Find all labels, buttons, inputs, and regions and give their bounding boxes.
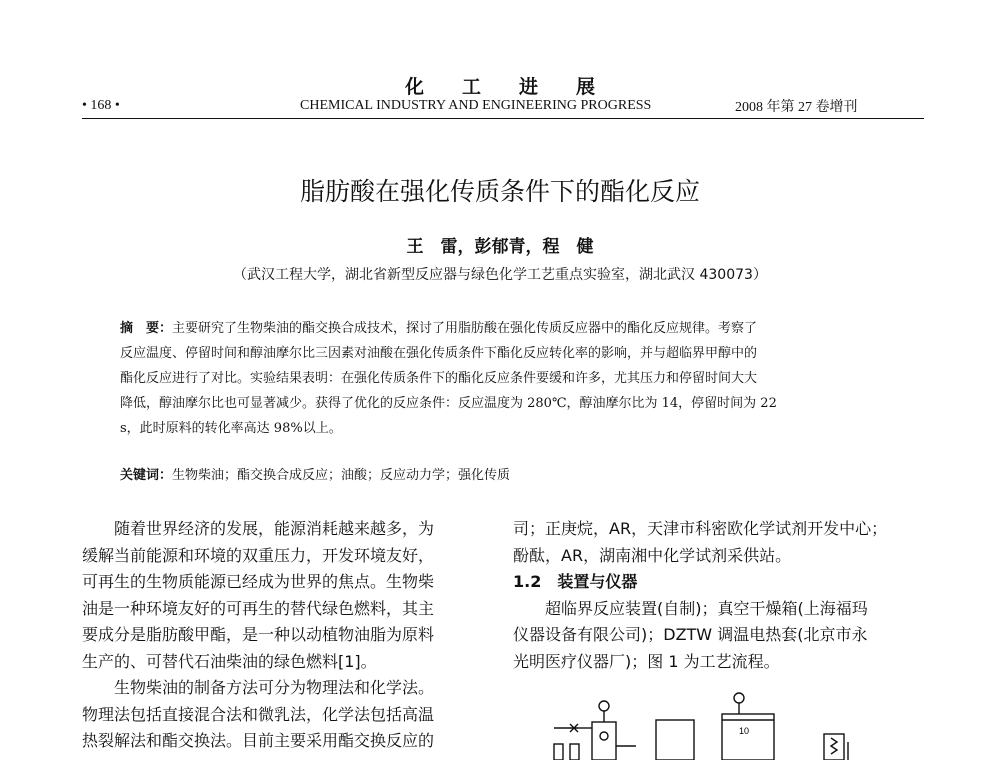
section-heading: 1.2 装置与仪器	[513, 572, 638, 591]
body-line: 可再生的生物质能源已经成为世界的焦点。生物柴	[82, 572, 435, 591]
pump-unit	[554, 744, 563, 760]
journal-title-cn: 化工进展	[404, 76, 633, 98]
process-flow-figure	[548, 690, 908, 760]
body-line: 随着世界经济的发展，能源消耗越来越多，为	[82, 519, 435, 538]
body-line: 要成分是脂肪酸甲酯，是一种以动植物油脂为原料	[82, 625, 435, 644]
header-rule	[82, 118, 924, 119]
journal-title-en: CHEMICAL INDUSTRY AND ENGINEERING PROGRESS	[300, 98, 652, 113]
body-line: 油是一种环境友好的可再生的替代绿色燃料，其主	[82, 598, 435, 618]
body-line: 生产的、可替代石油柴油的绿色燃料[1]。	[82, 651, 377, 671]
pressure-gauge-icon	[734, 693, 744, 703]
coil-icon	[831, 738, 837, 754]
body-column-left	[82, 516, 492, 755]
body-line: 缓解当前能源和环境的双重压力，开发环境友好，	[82, 545, 435, 565]
abstract-line	[120, 316, 880, 341]
abstract-line: 降低，醇油摩尔比也可显著减少。获得了优化的反应条件：反应温度为 280℃，醇油摩尔比为 14，停留时间为 22	[120, 396, 777, 411]
article-affiliation: （武汉工程大学，湖北省新型反应器与绿色化学工艺重点实验室，湖北武汉 430073）	[233, 267, 767, 283]
body-line: 酚酞，AR，湖南湘中化学试剂采供站。	[513, 545, 792, 565]
abstract-line: 酯化反应进行了对比。实验结果表明：在强化传质条件下的酯化反应条件要缓和许多，尤其压力和停留时间大大	[120, 371, 758, 386]
page-number: • 168 •	[82, 98, 120, 113]
keywords-label: 关键词：	[120, 468, 173, 483]
body-line: 热裂解法和酯交换法。目前主要采用酯交换反应的	[82, 731, 435, 750]
body-line: 仪器设备有限公司)；DZTW 调温电热套(北京市永	[513, 625, 868, 644]
body-line: 生物柴油的制备方法可分为物理法和化学法。	[82, 678, 435, 697]
abstract-line: s，此时原料的转化率高达 98%以上。	[120, 421, 342, 436]
keywords	[120, 464, 880, 483]
abstract-line: 反应温度、停留时间和醇油摩尔比三因素对油酸在强化传质条件下酯化反应转化率的影响，并与超临界甲醇中的	[120, 346, 758, 361]
article-authors: 王 雷，彭郁青，程 健	[406, 237, 594, 257]
abstract	[120, 316, 880, 441]
pressure-gauge-icon	[600, 732, 608, 740]
abstract-label: 摘 要：	[120, 321, 173, 336]
body-line: 超临界反应装置(自制)；真空干燥箱(上海福玛	[513, 598, 868, 618]
figure-label-10: 10	[738, 726, 750, 736]
body-line: 物理法包括直接混合法和微乳法，化学法包括高温	[82, 704, 435, 724]
abstract-text: 主要研究了生物柴油的酯交换合成技术，探讨了用脂肪酸在强化传质反应器中的酯化反应规律。考察了	[172, 321, 758, 336]
feed-tank	[592, 722, 616, 760]
article-title: 脂肪酸在强化传质条件下的酯化反应	[299, 177, 700, 206]
pressure-gauge-icon	[599, 701, 609, 711]
keywords-text: 生物柴油；酯交换合成反应；油酸；反应动力学；强化传质	[172, 468, 511, 483]
body-column-right	[513, 516, 925, 675]
issue-info: 2008 年第 27 卷增刊	[735, 100, 858, 115]
body-line: 光明医疗仪器厂)；图 1 为工艺流程。	[513, 651, 780, 671]
body-line: 司；正庚烷，AR，天津市科密欧化学试剂开发中心；	[513, 519, 888, 538]
condenser	[824, 734, 844, 760]
reactor-vessel	[656, 720, 694, 760]
pump-unit	[570, 744, 579, 760]
vessel-10	[722, 714, 774, 760]
